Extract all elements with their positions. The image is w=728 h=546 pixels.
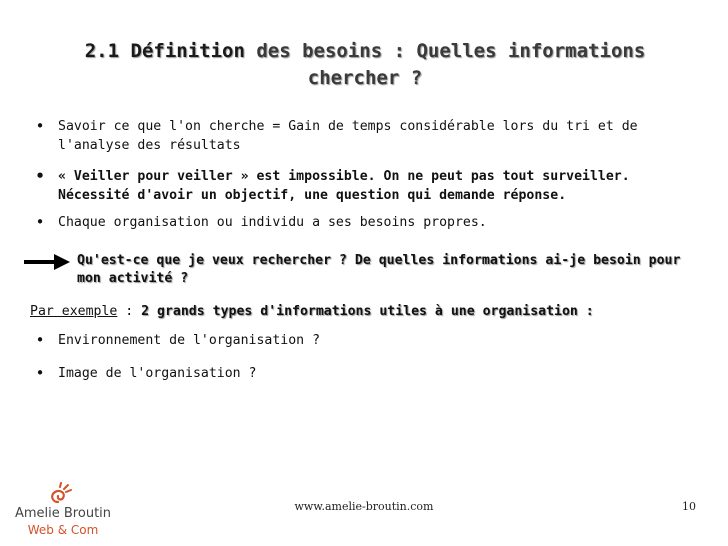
- bullet-dot: •: [35, 213, 45, 231]
- bullet-item-1: [30, 117, 692, 155]
- bullet-text: Environnement de l'organisation ?: [58, 333, 321, 348]
- highlight-question: Qu'est-ce que je veux rechercher ? De quelles informations ai-je besoin pour mon activité ?: [77, 253, 681, 286]
- footer-url: www.amelie-broutin.com: [294, 500, 434, 513]
- page-number: 10: [682, 500, 696, 513]
- bullet-item-2: [30, 167, 692, 205]
- swirl-logo-icon: [8, 482, 118, 508]
- logo: [8, 482, 118, 542]
- bullet-item-3: [30, 213, 692, 232]
- bullet-dot: •: [35, 331, 45, 349]
- title-bold: Définition: [130, 40, 245, 62]
- slide-title: [60, 38, 670, 92]
- example-line: [30, 302, 692, 321]
- bullet-text: Image de l'organisation ?: [58, 366, 257, 381]
- example-label: Par exemple: [30, 304, 118, 319]
- bullet-dot: •: [35, 167, 45, 185]
- example-colon: :: [117, 304, 142, 319]
- title-rest: des besoins : Quelles informations chercher ?: [244, 40, 646, 89]
- bullet-dot: •: [35, 117, 45, 135]
- bullet-text: « Veiller pour veiller » est impossible. On ne peut pas tout surveiller. Nécessité d'avoir un objectif, une question qui demande réponse.: [58, 169, 630, 203]
- bullet-text: Chaque organisation ou individu a ses besoins propres.: [58, 215, 487, 230]
- title-number: 2.1: [84, 40, 120, 62]
- example-text: 2 grands types d'informations utiles à une organisation :: [141, 304, 594, 319]
- logo-name: Amelie Broutin: [14, 506, 112, 521]
- highlight-row: [24, 252, 692, 292]
- bullet-text: Savoir ce que l'on cherche = Gain de temps considérable lors du tri et de l'analyse des résultats: [58, 119, 638, 153]
- sub-bullet-item-2: [30, 364, 692, 383]
- bullet-dot: •: [35, 364, 45, 382]
- logo-subtitle: Web & Com: [27, 523, 99, 537]
- sub-bullet-item-1: [30, 331, 692, 350]
- arrow-right-icon: [24, 254, 70, 270]
